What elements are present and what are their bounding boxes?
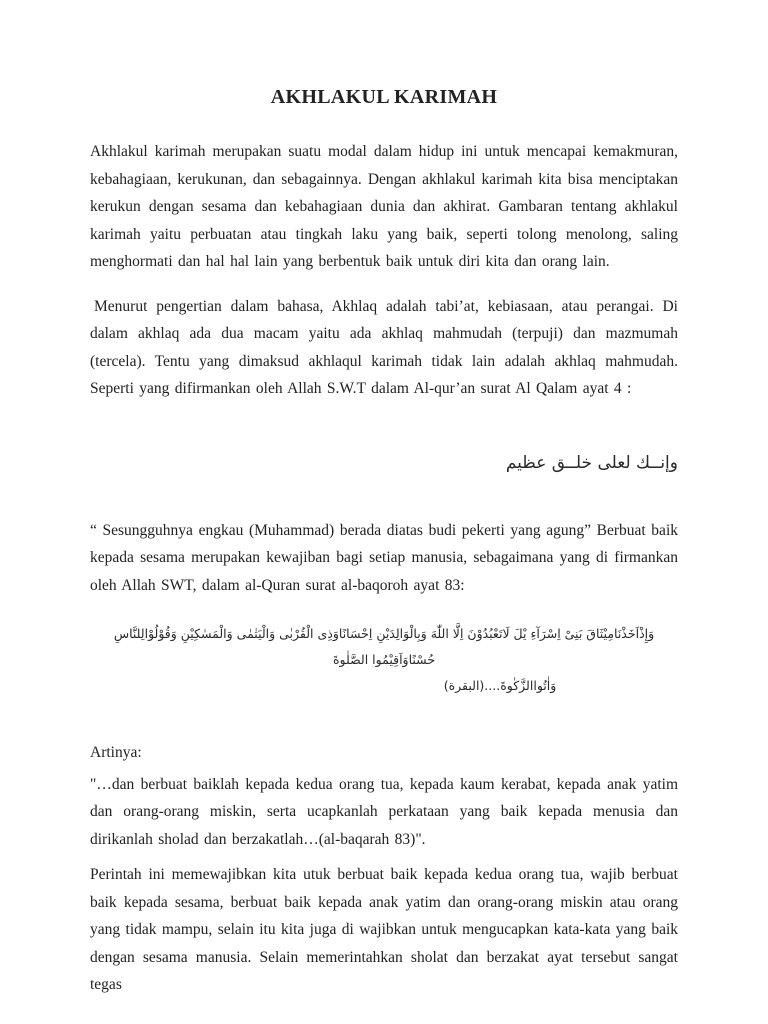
document-title: AKHLAKUL KARIMAH (270, 86, 498, 108)
paragraph-terjemah-al-qalam: “ Sesungguhnya engkau (Muhammad) berada diatas budi pekerti yang agung” Berbuat baik kepada sesama merupakan kewajiban bagi setiap manusia, sebagaimana yang di firmankan oleh Allah SWT, dalam al-Quran surat al-baqoroh ayat 83: (90, 521, 678, 594)
paragraph-intro-akhlakul-karimah: Akhlakul karimah merupakan suatu modal dalam hidup ini untuk mencapai kemakmuran, kebahagiaan, kerukunan, dan sebagainnya. Dengan akhlakul karimah kita bisa menciptakan kerukun dengan sesama dan kebahagiaan dunia dan akhirat. Gambaran tentang akhlakul karimah yaitu perbuatan atau tingkah laku yang baik, seperti tolong menolong, saling menghormati dan hal hal lain yang berbentuk baik untuk diri kita dan orang lain. (90, 143, 678, 270)
arabic-verse-al-baqarah-line-2: وَاٰتُواالزَّكٰوةَ....(البقرة) (443, 678, 557, 693)
paragraph-terjemah-al-baqarah: "…dan berbuat baiklah kepada kedua orang tua, kepada kaum kerabat, kepada anak yatim dan orang-orang miskin, serta ucapkanlah perkataan yang baik kepada menusia dan dirikanlah sholad dan berzakatlah…(al-baqarah 83)". (90, 775, 678, 848)
paragraph-pengertian-akhlaq: Menurut pengertian dalam bahasa, Akhlaq adalah tabi’at, kebiasaan, atau perangai. Di dalam akhlaq ada dua macam yaitu ada akhlaq mahmudah (terpuji) dan mazmumah (tercela). Tentu yang dimaksud akhlaqul karimah tidak lain adalah akhlaq mahmudah. Seperti yang difirmankan oleh Allah S.W.T dalam Al-qur’an surat Al Qalam ayat 4 : (90, 297, 678, 397)
paragraph-perintah-berbuat-baik: Perintah ini memewajibkan kita utuk berbuat baik kepada kedua orang tua, wajib berbuat baik kepada sesama, berbuat baik kepada anak yatim dan orang-orang miskin atau orang yang tidak mampu, selain itu kita juga di wajibkan untuk mengucapkan kata-kata yang baik dengan sesama manusia. Selain memerintahkan sholat dan berzakat ayat tersebut sangat tegas (90, 866, 678, 993)
arabic-verse-al-baqarah-line-1: وَإِذْاَخَذْنَامِيْثَاقَ بَنِىْ اِسْرَآءِ يْلَ لَاتَعْبُدُوْنَ اِلَّا اللّٰهَ وَبِالْوَالِدَيْنِ اِحْسَانًاوَذِى الْقُرْبٰى وَالْيَتٰمٰى وَالْمَسٰكِيْنِ وَقُوْلُوْالِلنَّاسِ حُسْنًاوَاَقِيْمُوا الصَّلٰوةَ (113, 626, 655, 667)
arabic-verse-al-baqarah-83 (90, 621, 678, 699)
artinya-label: Artinya: (90, 744, 142, 761)
arabic-verse-al-qalam-4: وإنــك لعلى خلــق عظيم (505, 452, 678, 473)
